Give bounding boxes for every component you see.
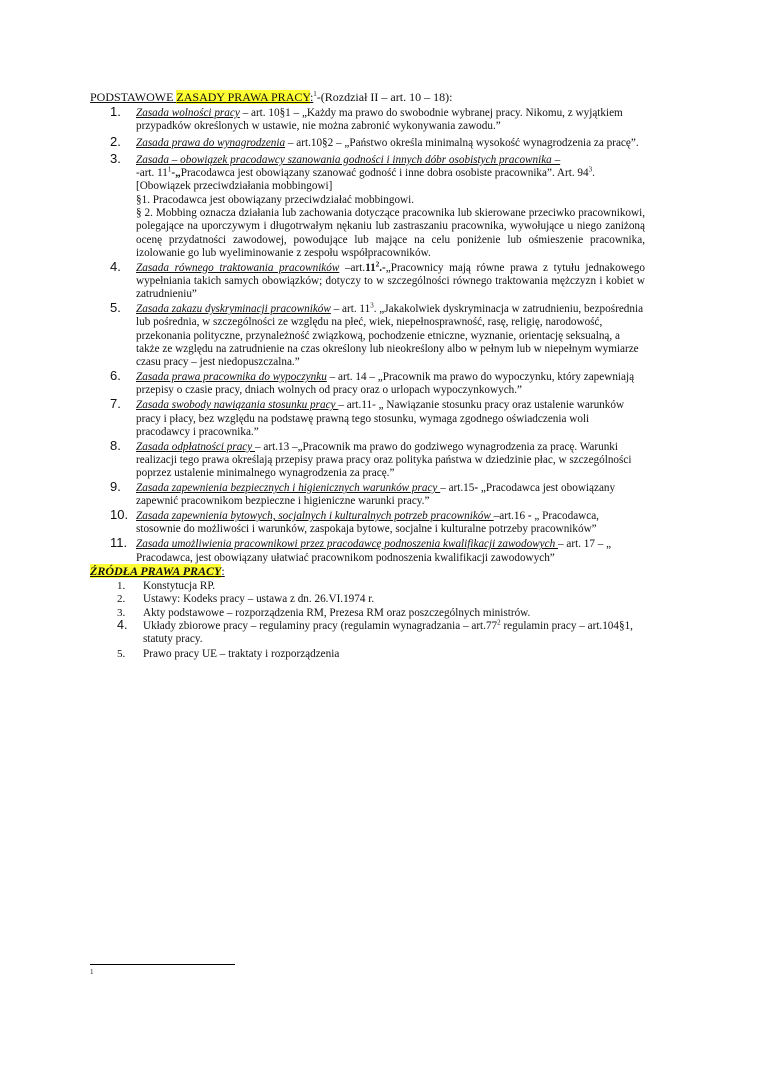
principle-text: – art. 17 – „ Pracodawca, jest obowiązany ułatwiać pracownikom podnoszenia kwalifikacji zawodowych”	[136, 538, 612, 564]
principle-text: – art.13 –„Pracownik ma prawo do godziwego wynagrodzenia za pracę. Warunki realizacji tego prawa określają przepisy prawa pracy oraz polityka państwa w dziedzinie płac, w szczególności poprzez ustalenie minimalnego wynagrodzenia za pracę.”	[136, 440, 632, 480]
list-item	[90, 258, 645, 302]
sources-heading-highlight: ŹRÓDŁA PRAWA PRACY	[90, 564, 222, 578]
article-ref: – art. 11	[330, 303, 371, 316]
list-number: 3.	[117, 606, 126, 619]
list-number: 2.	[117, 593, 126, 606]
source-text: Konstytucja RP.	[143, 580, 216, 592]
list-number: 1.	[110, 104, 121, 119]
article-ref: – art.15	[440, 482, 475, 495]
list-number: 5.	[110, 300, 121, 316]
article-ref: -art. 11	[136, 167, 168, 180]
list-item	[90, 607, 645, 620]
principle-text: „ Pracodawca, stosownie do możliwości i warunków, zaspokaja bytowe, socjalne i kulturalne potrzeby pracowników”	[136, 510, 599, 536]
list-item	[90, 617, 645, 647]
principle-text: – art. 14 – „Pracownik ma prawo do wypoczynku, który zapewniają przepisy o czasie pracy, dniach wolnych od pracy oraz o urlopach wypoczynkowych.”	[136, 371, 635, 397]
paragraph-1: §1. Pracodawca jest obowiązany przeciwdziałać mobbingowi.	[136, 193, 415, 206]
footnote-mark: 1	[90, 968, 94, 976]
principle-text: . „Jakakolwiek dyskryminacja w zatrudnieniu, bezpośrednia lub pośrednia, w szczególności ze względu na płeć, wiek, niepełnosprawność, rasę, religię, narodowość, przekonania polityczne, przynależność związkową, pochodzenie etniczne, wyznanie, orientację seksualną, a także ze względu na zatrudnienie na czas określony lub nieokreślony albo w pełnym lub w niepełnym wymiarze czasu pracy – jest niedopuszczalna.”	[136, 303, 644, 369]
article-bold: -„	[171, 167, 181, 180]
list-item	[90, 580, 645, 593]
principle-text: – art.11- „ Nawiązanie stosunku pracy oraz ustalenie warunków pracy i płacy, bez względu na podstawę prawną tego stosunku, wymaga zgodnego oświadczenia woli pracodawcy i pracownika.”	[136, 399, 625, 438]
source-sup: 2	[497, 618, 501, 627]
list-item	[90, 133, 645, 150]
list-number: 4.	[117, 617, 128, 632]
principle-title: Zasada zapewnienia bytowych, socjalnych i kulturalnych potrzeb pracowników	[136, 510, 494, 523]
heading-colon: :	[309, 90, 314, 104]
article-bold: 11	[365, 261, 376, 274]
list-item	[90, 479, 645, 509]
article-ref: –art.16	[493, 510, 528, 523]
list-number: 2.	[110, 133, 121, 149]
source-text: regulamin pracy – art.104§1, statuty pracy.	[143, 619, 633, 646]
list-number: 7.	[110, 396, 121, 412]
heading-highlight: ZASADY PRAWA PRACY	[176, 90, 310, 104]
list-item	[90, 368, 645, 398]
list-item	[90, 437, 645, 481]
principle-text: „Pracodawca jest obowiązany zapewnić pracownikom bezpieczne i higieniczne warunki pracy.”	[136, 482, 616, 508]
article-sup: 2	[375, 260, 380, 269]
principle-text: „Pracownicy mają równe prawa z tytułu jednakowego wypełniania takich samych obowiązków; dotyczy to w szczególności równego traktowania mężczyzn i kobiet w zatrudnieniu”	[136, 261, 645, 301]
list-item	[90, 648, 645, 661]
principle-title: Zasada wolności pracy	[136, 107, 240, 119]
principle-title: Zasada odpłatności pracy	[136, 440, 256, 453]
article-sup: 3	[370, 301, 374, 310]
principle-title: Zasada równego traktowania pracowników	[136, 261, 340, 274]
principle-text: Pracodawca jest obowiązany szanować godność i inne dobra osobiste pracownika”. Art. 94	[180, 167, 589, 180]
principles-list	[90, 104, 645, 566]
article-bold: -	[474, 482, 479, 495]
footnote-separator	[90, 964, 235, 965]
article-sup: 3	[588, 165, 593, 174]
article-bold: .-	[379, 261, 386, 274]
source-text: Ustawy: Kodeks pracy – ustawa z dn. 26.VI.1974 r.	[143, 593, 375, 606]
article-bold: -	[527, 510, 532, 523]
list-item	[90, 535, 645, 565]
list-item	[90, 396, 645, 439]
footnote-ref[interactable]: 1	[313, 90, 317, 98]
list-number: 3.	[110, 150, 121, 166]
source-text: Prawo pracy UE – traktaty i rozporządzenia	[143, 648, 340, 661]
list-number: 6.	[110, 368, 121, 384]
list-number: 8.	[110, 437, 121, 453]
list-number: 11.	[110, 535, 128, 551]
sources-heading-colon: :	[221, 564, 225, 578]
list-item	[90, 300, 645, 369]
list-number: 1.	[117, 580, 126, 592]
principle-title: Zasada – obowiązek pracodawcy szanowania godności i innych dóbr osobistych pracownika –	[136, 153, 561, 166]
principle-text: – art. 10§1 – „Każdy ma prawo do swobodnie wybranej pracy. Nikomu, z wyjątkiem przypadków określonych w ustawie, nie można zabronić wykonywania zawodu.”	[136, 107, 623, 133]
source-text: Akty podstawowe – rozporządzenia RM, Prezesa RM oraz poszczególnych ministrów.	[143, 606, 531, 619]
list-item	[90, 507, 645, 537]
principle-title: Zasada swobody nawiązania stosunku pracy	[136, 399, 339, 412]
heading-prefix: PODSTAWOWE	[90, 90, 177, 104]
principle-title: Zasada prawa pracownika do wypoczynku	[136, 371, 327, 384]
heading-suffix: -(Rozdział II – art. 10 – 18):	[316, 90, 453, 104]
source-text: Układy zbiorowe pracy – regulaminy pracy (regulamin wynagradzania – art.77	[143, 619, 498, 632]
sources-heading	[90, 564, 225, 578]
list-number: 10.	[110, 507, 129, 523]
principle-title: Zasada zakazu dyskryminacji pracowników	[136, 303, 331, 316]
list-item	[90, 150, 645, 260]
principle-title: Zasada umożliwienia pracownikowi przez pracodawcę podnoszenia kwalifikacji zawodowych	[136, 538, 559, 551]
principle-title: Zasada prawa do wynagrodzenia	[136, 136, 286, 149]
main-heading	[90, 90, 452, 104]
article-sup: 1	[167, 165, 172, 174]
principle-text: – art.10§2 – „Państwo określa minimalną wysokość wynagrodzenia za pracę”.	[285, 136, 639, 149]
principle-title: Zasada zapewnienia bezpiecznych i higienicznych warunków pracy	[136, 482, 441, 495]
list-number: 5.	[117, 648, 126, 661]
sources-list	[90, 580, 645, 662]
article-ref: –art.	[339, 261, 366, 274]
paragraph-2: § 2. Mobbing oznacza działania lub zachowania dotyczące pracownika lub skierowane przeciwko pracownikowi, polegające na uporczywym i długotrwałym nękaniu lub zastraszaniu pracownika, wywołujące u niego zaniżoną ocenę przydatności zawodowej, powodujące lub mające na celu poniżenie lub ośmieszenie pracownika, izolowanie go lub wyeliminowanie z zespołu współpracowników.	[136, 207, 645, 259]
list-item	[90, 104, 645, 134]
principle-text: . [Obowiązek przeciwdziałania mobbingowi]	[136, 167, 595, 193]
list-number: 4.	[110, 258, 121, 274]
list-item	[90, 593, 645, 606]
list-number: 9.	[110, 479, 121, 495]
